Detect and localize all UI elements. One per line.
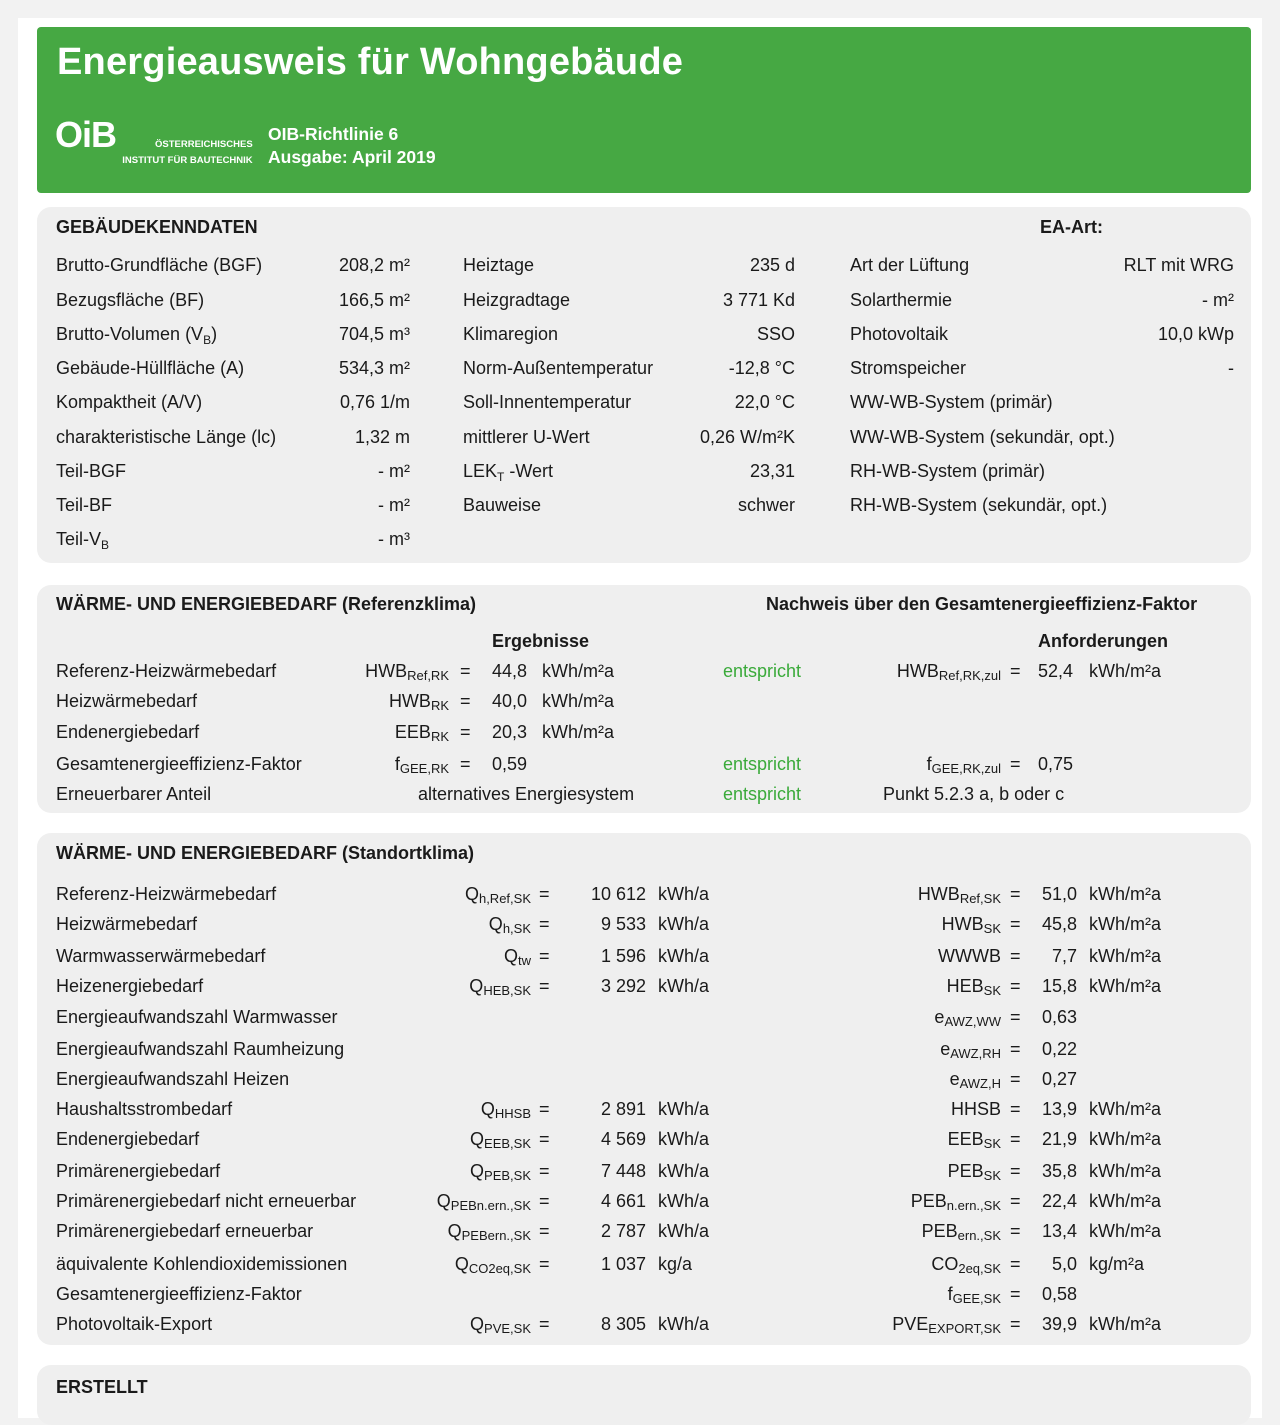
site-row-label: Gesamtenergieeffizienz-Faktor <box>56 1284 302 1304</box>
site-row-r-eq: = <box>1010 1129 1021 1149</box>
col1-value: 1,32 m <box>354 427 410 447</box>
col2-label: Norm-Außentemperatur <box>463 358 654 378</box>
site-row-r-unit: kg/m²a <box>1089 1254 1145 1274</box>
reference-row-unit: kWh/m²a <box>542 661 614 681</box>
renewable-status: entspricht <box>723 784 802 804</box>
requirements-label: Anforderungen <box>1038 631 1168 651</box>
site-row-r-unit: kWh/m²a <box>1089 976 1161 996</box>
site-row-r-value: 5,0 <box>1051 1254 1077 1274</box>
site-row-value: 10 612 <box>590 884 646 904</box>
site-row-label: Photovoltaik-Export <box>56 1314 213 1334</box>
col2-label: $LEK_T$ -Wert <box>463 461 554 484</box>
site-row-r-symbol: PEBern.,SK <box>921 1221 1001 1243</box>
site-row-r-symbol: eAWZ,RH <box>940 1039 1001 1061</box>
site-row-label: Warmwasserwärmebedarf <box>56 946 266 966</box>
col3-value: 10,0 kWp <box>1157 324 1234 344</box>
col2-value: 0,26 W/m²K <box>699 427 795 447</box>
col1-value: 704,5 m³ <box>338 324 410 344</box>
created-heading: ERSTELLT <box>56 1377 148 1397</box>
reference-row-label: Referenz-Heizwärmebedarf <box>56 661 277 681</box>
site-row-unit: kWh/a <box>658 1191 710 1211</box>
col2-value: 23,31 <box>749 461 795 481</box>
col2-label: Heiztage <box>463 255 535 275</box>
site-row-r-value: 51,0 <box>1041 884 1077 904</box>
reference-row-req-value: 52,4 <box>1038 661 1074 681</box>
site-row-r-unit: kWh/m²a <box>1089 946 1161 966</box>
oib-logo-mark: OiB <box>55 114 117 155</box>
site-row-label: Energieaufwandszahl Heizen <box>56 1069 290 1089</box>
reference-row-eq: = <box>460 722 471 742</box>
site-row-r-symbol: fGEE,SK <box>947 1284 1001 1306</box>
site-row-value: 8 305 <box>600 1314 646 1334</box>
col1-label: Gebäude-Hüllfläche (A) <box>56 358 245 378</box>
site-row-unit: kWh/a <box>658 914 710 934</box>
col1-value: 0,76 1/m <box>339 392 410 412</box>
site-row-r-eq: = <box>1010 1099 1021 1119</box>
site-row-r-value: 39,9 <box>1041 1314 1077 1334</box>
reference-row-label: Endenergiebedarf <box>56 722 200 742</box>
site-climate-panel <box>37 833 1251 1345</box>
site-row-eq: = <box>539 946 550 966</box>
site-row-eq: = <box>539 1099 550 1119</box>
building-data-panel <box>37 207 1251 563</box>
site-row-value: 4 661 <box>600 1191 646 1211</box>
col3-value: RLT mit WRG <box>1123 255 1234 275</box>
site-row-value: 4 569 <box>600 1129 646 1149</box>
site-row-unit: kWh/a <box>658 1161 710 1181</box>
col1-value: 166,5 m² <box>338 290 410 310</box>
reference-row-value: 44,8 <box>492 661 528 681</box>
col1-label: Brutto-Grundfläche (BGF) <box>56 255 263 275</box>
reference-climate-panel <box>37 585 1251 813</box>
col2-label: Heizgradtage <box>463 290 571 310</box>
site-row-r-unit: kWh/m²a <box>1089 1191 1161 1211</box>
site-row-q-symbol: QHHSB <box>480 1099 531 1121</box>
site-row-unit: kg/a <box>658 1254 693 1274</box>
col3-label: WW-WB-System (primär) <box>850 392 1053 412</box>
col3-value: - <box>1228 358 1234 378</box>
site-row-eq: = <box>539 1129 550 1149</box>
reference-row-value: 20,3 <box>492 722 528 742</box>
site-row-r-unit: kWh/m²a <box>1089 1099 1161 1119</box>
col2-value: 22,0 °C <box>734 392 795 412</box>
reference-row-eq: = <box>460 661 471 681</box>
site-row-label: Referenz-Heizwärmebedarf <box>56 884 277 904</box>
col1-label: Brutto-Volumen $(V_B)$ <box>56 324 218 347</box>
col1-value: 534,3 m² <box>338 358 410 378</box>
site-row-q-symbol: QPVE,SK <box>470 1314 531 1336</box>
site-row-unit: kWh/a <box>658 1099 710 1119</box>
site-row-label: Primärenergiebedarf <box>56 1161 221 1181</box>
site-row-r-value: 0,63 <box>1041 1007 1077 1027</box>
site-row-value: 2 891 <box>600 1099 646 1119</box>
col3-label: WW-WB-System (sekundär, opt.) <box>850 427 1115 447</box>
site-row-r-symbol: HHSB <box>950 1099 1001 1119</box>
site-row-eq: = <box>539 1191 550 1211</box>
site-row-label: Heizwärmebedarf <box>56 914 198 934</box>
site-row-q-symbol: QPEBern.,SK <box>447 1221 531 1243</box>
site-row-eq: = <box>539 884 550 904</box>
document-title: Energieausweis für Wohngebäude <box>57 41 684 83</box>
site-row-label: Heizenergiebedarf <box>56 976 204 996</box>
site-row-unit: kWh/a <box>658 1129 710 1149</box>
reference-row-value: 40,0 <box>492 691 528 711</box>
reference-heading: WÄRME- UND ENERGIEBEDARF (Referenzklima) <box>56 594 477 614</box>
site-row-q-symbol: Qh,SK <box>488 914 531 936</box>
site-row-eq: = <box>539 1254 550 1274</box>
renewable-label: Erneuerbarer Anteil <box>56 784 212 804</box>
logo-line-1: ÖSTERREICHISCHES <box>155 139 253 150</box>
reference-row-req-value: 0,75 <box>1038 754 1074 774</box>
site-row-q-symbol: QHEB,SK <box>469 976 531 998</box>
col3-label: RH-WB-System (primär) <box>850 461 1045 481</box>
site-row-eq: = <box>539 1314 550 1334</box>
site-row-q-symbol: QPEB,SK <box>470 1161 531 1183</box>
ea-art-label: EA-Art: <box>1040 217 1103 237</box>
site-row-q-symbol: QCO2eq,SK <box>454 1254 531 1276</box>
site-row-r-eq: = <box>1010 976 1021 996</box>
reference-row-unit: kWh/m²a <box>542 691 614 711</box>
reference-row-symbol: HWBRK <box>388 691 449 713</box>
col2-value: -12,8 °C <box>728 358 795 378</box>
col2-label: mittlerer U-Wert <box>463 427 590 447</box>
reference-row-symbol: EEBRK <box>394 722 449 744</box>
col3-label: Art der Lüftung <box>850 255 970 275</box>
site-row-value: 9 533 <box>600 914 646 934</box>
reference-row-req-unit: kWh/m²a <box>1089 661 1161 681</box>
col1-value: - m² <box>378 461 410 481</box>
site-row-eq: = <box>539 1221 550 1241</box>
col1-label: charakteristische Länge (lc) <box>56 427 277 447</box>
site-row-r-value: 15,8 <box>1041 976 1077 996</box>
results-label: Ergebnisse <box>492 631 590 651</box>
renewable-value: alternatives Energiesystem <box>418 784 635 804</box>
reference-row-symbol: fGEE,RK <box>394 754 449 776</box>
building-heading: GEBÄUDEKENNDATEN <box>56 217 258 237</box>
col2-label: Klimaregion <box>463 324 559 344</box>
site-row-value: 1 596 <box>600 946 646 966</box>
site-row-q-symbol: Qh,Ref,SK <box>464 884 531 906</box>
site-row-r-symbol: HWBSK <box>941 914 1001 936</box>
site-row-unit: kWh/a <box>658 946 710 966</box>
site-row-r-eq: = <box>1010 1161 1021 1181</box>
site-row-r-eq: = <box>1010 884 1021 904</box>
col3-label: RH-WB-System (sekundär, opt.) <box>850 495 1108 515</box>
col2-value: SSO <box>756 324 795 344</box>
col3-label: Photovoltaik <box>850 324 949 344</box>
col2-label: Soll-Innentemperatur <box>463 392 632 412</box>
site-row-r-unit: kWh/m²a <box>1089 1161 1161 1181</box>
site-row-r-symbol: HWBRef,SK <box>917 884 1001 906</box>
created-panel <box>37 1365 1251 1425</box>
reference-row-label: Heizwärmebedarf <box>56 691 198 711</box>
site-row-r-unit: kWh/m²a <box>1089 914 1161 934</box>
site-row-label: Primärenergiebedarf nicht erneuerbar <box>56 1191 357 1211</box>
site-row-r-eq: = <box>1010 946 1021 966</box>
reference-row-eq: = <box>460 754 471 774</box>
site-row-r-value: 35,8 <box>1041 1161 1077 1181</box>
site-row-r-eq: = <box>1010 1284 1021 1304</box>
guideline-name: OIB-Richtlinie 6 <box>268 124 399 144</box>
col2-label: Bauweise <box>463 495 542 515</box>
site-row-r-value: 45,8 <box>1041 914 1077 934</box>
site-row-r-unit: kWh/m²a <box>1089 1314 1161 1334</box>
reference-row-eq: = <box>460 691 471 711</box>
site-row-eq: = <box>539 1161 550 1181</box>
site-row-r-symbol: PVEEXPORT,SK <box>892 1314 1001 1336</box>
reference-row-req-symbol: fGEE,RK,zul <box>926 754 1001 776</box>
renewable-requirement: Punkt 5.2.3 a, b oder c <box>883 784 1065 804</box>
site-row-r-eq: = <box>1010 1039 1021 1059</box>
col1-label: Kompaktheit (A/V) <box>56 392 203 412</box>
reference-row-req-eq: = <box>1010 754 1021 774</box>
col1-value: 208,2 m² <box>338 255 410 275</box>
col3-value: - m² <box>1202 290 1234 310</box>
col1-label: Teil-BF <box>56 495 113 515</box>
guideline-edition: Ausgabe: April 2019 <box>268 147 436 167</box>
reference-heading-right: Nachweis über den Gesamtenergieeffizienz-Faktor <box>766 594 1198 614</box>
site-row-r-value: 0,58 <box>1041 1284 1077 1304</box>
site-row-r-symbol: WWWB <box>938 946 1001 966</box>
site-row-unit: kWh/a <box>658 976 710 996</box>
col2-value: 235 d <box>749 255 795 275</box>
site-row-r-value: 13,4 <box>1041 1221 1077 1241</box>
site-row-unit: kWh/a <box>658 884 710 904</box>
site-row-label: Energieaufwandszahl Raumheizung <box>56 1039 345 1059</box>
site-row-r-unit: kWh/m²a <box>1089 884 1161 904</box>
col1-value: - m² <box>378 495 410 515</box>
site-heading: WÄRME- UND ENERGIEBEDARF (Standortklima) <box>56 843 475 863</box>
site-row-label: äquivalente Kohlendioxidemissionen <box>56 1254 348 1274</box>
site-row-value: 7 448 <box>600 1161 646 1181</box>
site-row-r-value: 7,7 <box>1051 946 1077 966</box>
site-row-r-eq: = <box>1010 1191 1021 1211</box>
col1-label: Bezugsfläche (BF) <box>56 290 205 310</box>
reference-row-req-symbol: HWBRef,RK,zul <box>896 661 1001 683</box>
site-row-r-symbol: CO2eq,SK <box>931 1254 1001 1276</box>
col3-label: Stromspeicher <box>850 358 967 378</box>
site-row-r-symbol: eAWZ,WW <box>934 1007 1001 1029</box>
col1-label: Teil-BGF <box>56 461 127 481</box>
site-row-eq: = <box>539 976 550 996</box>
site-row-r-value: 22,4 <box>1041 1191 1077 1211</box>
col1-label: Teil-$V_B$ <box>56 529 110 552</box>
col2-value: 3 771 Kd <box>722 290 795 310</box>
site-row-r-value: 0,27 <box>1041 1069 1077 1089</box>
site-row-r-eq: = <box>1010 1069 1021 1089</box>
site-row-unit: kWh/a <box>658 1221 710 1241</box>
site-row-r-value: 0,22 <box>1041 1039 1077 1059</box>
site-row-eq: = <box>539 914 550 934</box>
site-row-label: Haushaltsstrombedarf <box>56 1099 233 1119</box>
site-row-q-symbol: QEEB,SK <box>470 1129 531 1151</box>
header-banner <box>37 27 1251 193</box>
site-row-r-symbol: EEBSK <box>947 1129 1001 1151</box>
site-row-value: 3 292 <box>600 976 646 996</box>
site-row-r-eq: = <box>1010 914 1021 934</box>
col3-label: Solarthermie <box>850 290 953 310</box>
site-row-r-symbol: eAWZ,H <box>949 1069 1001 1091</box>
site-row-r-eq: = <box>1010 1254 1021 1274</box>
oib-logo <box>55 114 265 167</box>
site-row-r-symbol: PEBn.ern.,SK <box>910 1191 1001 1213</box>
reference-row-status: entspricht <box>723 661 802 681</box>
site-row-r-unit: kWh/m²a <box>1089 1221 1161 1241</box>
reference-row-unit: kWh/m²a <box>542 722 614 742</box>
reference-row-status: entspricht <box>723 754 802 774</box>
site-row-q-symbol: Qtw <box>503 946 531 968</box>
col2-value: schwer <box>737 495 795 515</box>
logo-line-2: INSTITUT FÜR BAUTECHNIK <box>122 155 253 166</box>
site-row-unit: kWh/a <box>658 1314 710 1334</box>
site-row-q-symbol: QPEBn.ern.,SK <box>436 1191 531 1213</box>
site-row-r-value: 21,9 <box>1041 1129 1077 1149</box>
site-row-r-eq: = <box>1010 1314 1021 1334</box>
reference-row-value: 0,59 <box>492 754 528 774</box>
site-row-label: Energieaufwandszahl Warmwasser <box>56 1007 338 1027</box>
site-row-r-value: 13,9 <box>1041 1099 1077 1119</box>
site-row-r-symbol: PEBSK <box>947 1161 1001 1183</box>
reference-row-label: Gesamtenergieeffizienz-Faktor <box>56 754 302 774</box>
site-row-label: Endenergiebedarf <box>56 1129 200 1149</box>
site-row-r-unit: kWh/m²a <box>1089 1129 1161 1149</box>
reference-row-req-eq: = <box>1010 661 1021 681</box>
col1-value: - m³ <box>378 529 410 549</box>
site-row-value: 1 037 <box>600 1254 646 1274</box>
site-row-r-eq: = <box>1010 1007 1021 1027</box>
site-row-r-eq: = <box>1010 1221 1021 1241</box>
site-row-label: Primärenergiebedarf erneuerbar <box>56 1221 314 1241</box>
site-row-r-symbol: HEBSK <box>946 976 1001 998</box>
site-row-value: 2 787 <box>600 1221 646 1241</box>
reference-row-symbol: HWBRef,RK <box>365 661 449 683</box>
